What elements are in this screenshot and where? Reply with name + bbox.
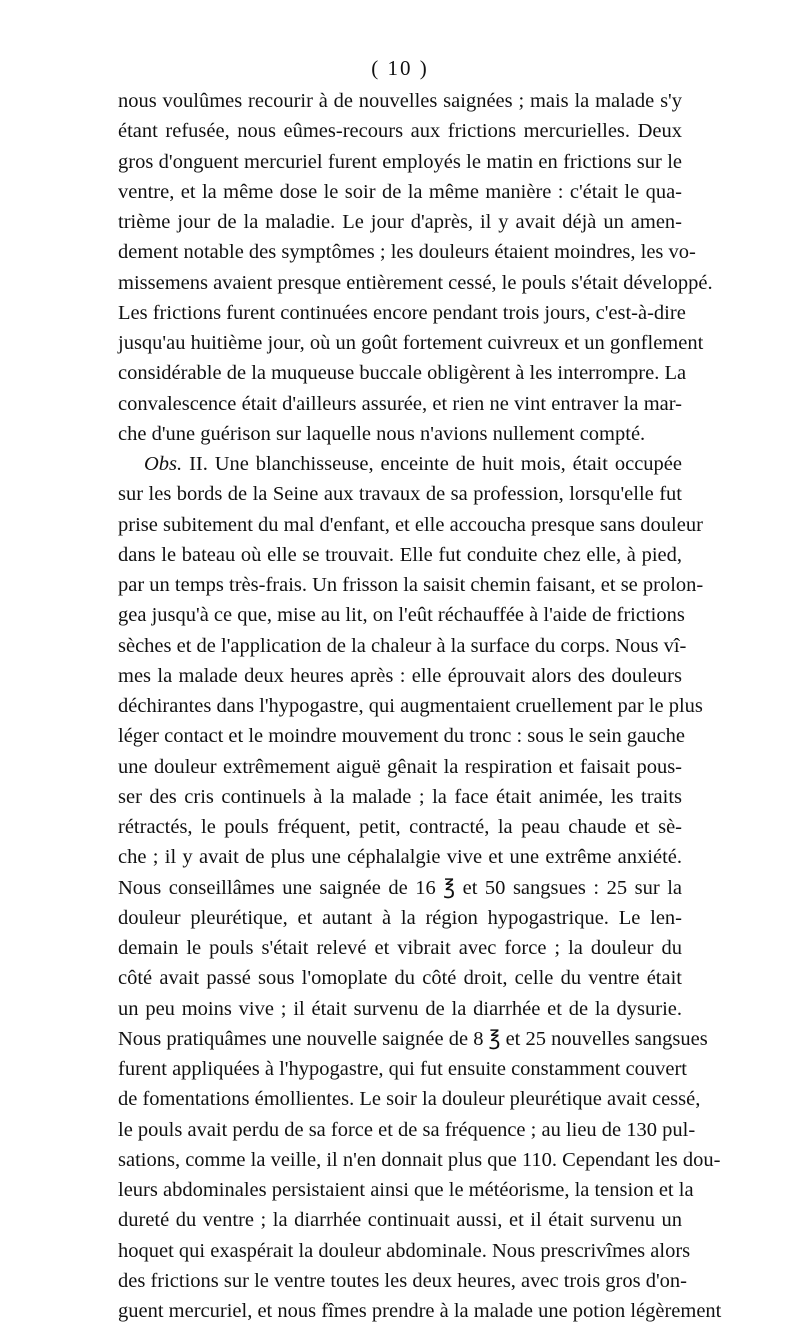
- text-line: sur les bords de la Seine aux travaux de sa profession, lorsqu'elle fut: [118, 483, 682, 506]
- text-line: Nous conseillâmes une saignée de 16 ℥ et 50 sangsues : 25 sur la: [118, 876, 682, 899]
- text-line-first: [118, 449, 682, 479]
- text-line: léger contact et le moindre mouvement du tronc : sous le sein gauche: [118, 725, 685, 748]
- text-line: dans le bateau où elle se trouvait. Elle fut conduite chez elle, à pied,: [118, 543, 682, 566]
- text-line: une douleur extrêmement aiguë gênait la respiration et faisait pous-: [118, 755, 682, 778]
- text-line: dement notable des symptômes ; les douleurs étaient moindres, les vo-: [118, 241, 696, 264]
- text-line: ventre, et la même dose le soir de la même manière : c'était le qua-: [118, 180, 682, 203]
- text-line: douleur pleurétique, et autant à la région hypogastrique. Le len-: [118, 906, 682, 929]
- text-line: leurs abdominales persistaient ainsi que le météorisme, la tension et la: [118, 1179, 694, 1201]
- text-line: trième jour de la maladie. Le jour d'après, il y avait déjà un amen-: [118, 211, 682, 233]
- text-line: ser des cris continuels à la malade ; la face était animée, les traits: [118, 785, 682, 808]
- text-line: jusqu'au huitième jour, où un goût fortement cuivreux et un gonflement: [118, 332, 704, 354]
- text-line: sèches et de l'application de la chaleur à la surface du corps. Nous vî-: [118, 634, 687, 657]
- text-line: che ; il y avait de plus une céphalalgie vive et une extrême anxiété.: [118, 846, 682, 869]
- body-text: [118, 86, 722, 1326]
- text-line: furent appliquées à l'hypogastre, qui fut ensuite constamment couvert: [118, 1058, 687, 1080]
- text-line: dureté du ventre ; la diarrhée continuait aussi, et il était survenu un: [118, 1209, 682, 1232]
- first-line-rest: II. Une blanchisseuse, enceinte de huit mois, était occupée: [182, 453, 682, 475]
- text-line: des frictions sur le ventre toutes les deux heures, avec trois gros d'on-: [118, 1269, 687, 1292]
- observation-label: Obs.: [144, 453, 183, 475]
- text-line: missemens avaient presque entièrement cessé, le pouls s'était développé.: [118, 271, 713, 294]
- text-line: étant refusée, nous eûmes-recours aux frictions mercurielles. Deux: [118, 120, 682, 143]
- text-line: gros d'onguent mercuriel furent employés le matin en frictions sur le: [118, 150, 682, 173]
- text-line: côté avait passé sous l'omoplate du côté droit, celle du ventre était: [118, 967, 682, 990]
- text-line: Les frictions furent continuées encore pendant trois jours, c'est-à-dire: [118, 301, 686, 324]
- text-line: nous voulûmes recourir à de nouvelles saignées ; mais la malade s'y: [118, 90, 682, 112]
- text-line: guent mercuriel, et nous fîmes prendre à la malade une potion légèrement: [118, 1300, 722, 1322]
- text-line: sations, comme la veille, il n'en donnait plus que 110. Cependant les dou-: [118, 1148, 721, 1171]
- text-line: mes la malade deux heures après : elle éprouvait alors des douleurs: [118, 664, 682, 687]
- page-number: ( 10 ): [371, 56, 429, 80]
- text-line: Nous pratiquâmes une nouvelle saignée de 8 ℥ et 25 nouvelles sangsues: [118, 1027, 708, 1050]
- text-line: hoquet qui exaspérait la douleur abdominale. Nous prescrivîmes alors: [118, 1239, 691, 1262]
- text-line: de fomentations émollientes. Le soir la douleur pleurétique avait cessé,: [118, 1088, 701, 1111]
- text-line: prise subitement du mal d'enfant, et elle accoucha presque sans douleur: [118, 513, 703, 536]
- text-line: gea jusqu'à ce que, mise au lit, on l'eût réchauffée à l'aide de frictions: [118, 604, 685, 627]
- text-line: un peu moins vive ; il était survenu de la diarrhée et de la dysurie.: [118, 997, 682, 1020]
- paragraph-obs-2: [118, 449, 722, 1326]
- text-line: demain le pouls s'était relevé et vibrait avec force ; la douleur du: [118, 937, 682, 959]
- text-line: par un temps très-frais. Un frisson la saisit chemin faisant, et se prolon-: [118, 574, 704, 596]
- text-line: le pouls avait perdu de sa force et de sa fréquence ; au lieu de 130 pul-: [118, 1118, 696, 1141]
- text-line: déchirantes dans l'hypogastre, qui augmentaient cruellement par le plus: [118, 695, 703, 717]
- text-line: che d'une guérison sur laquelle nous n'avions nullement compté.: [118, 422, 646, 445]
- paragraph-1: [118, 86, 713, 449]
- text-line: convalescence était d'ailleurs assurée, et rien ne vint entraver la mar-: [118, 392, 682, 415]
- text-line: considérable de la muqueuse buccale obligèrent à les interrompre. La: [118, 362, 687, 385]
- text-line: rétractés, le pouls fréquent, petit, contracté, la peau chaude et sè-: [118, 816, 682, 838]
